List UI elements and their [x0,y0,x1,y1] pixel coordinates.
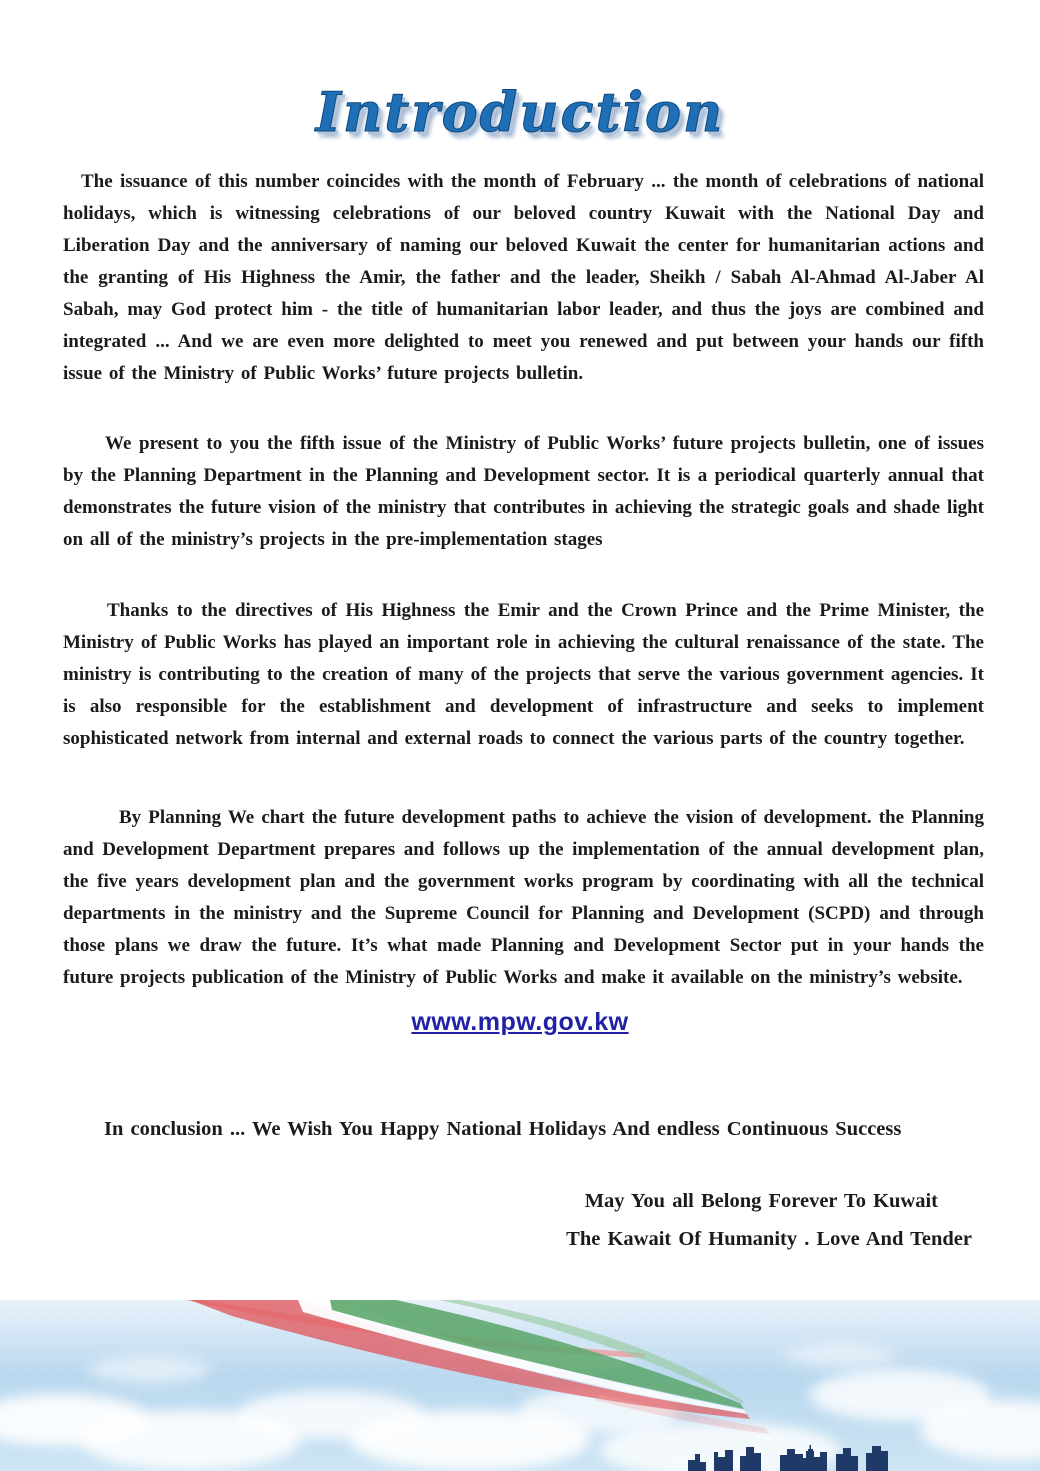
intro-paragraph-4: By Planning We chart the future development paths to achieve the vision of development. the Planning and Development Department prepares and follows up the implementation of the annual development plan, the five years development plan and the government works program by coordinating with all the technical departments in the ministry and the Supreme Council for Planning and Development (SCPD) and through those plans we draw the future. It’s what made Planning and Development Sector put in your hands the future projects publication of the Ministry of Public Works and make it available on the ministry’s website. [63,807,984,988]
intro-paragraph-2: We present to you the fifth issue of the Ministry of Public Works’ future projects bulletin, one of issues by the Planning Department in the Planning and Development sector. It is a periodical quarterly annual that demonstrates the future vision of the ministry that contributes in achieving the strategic goals and shade light on all of the ministry’s projects in the pre-implementation stages [63,433,984,550]
intro-paragraph-1: The issuance of this number coincides with the month of February ... the month of celebrations of national holidays, which is witnessing celebrations of our beloved country Kuwait with the National Day and Liberation Day and the anniversary of naming our beloved Kuwait the center for humanitarian actions and the granting of His Highness the Amir, the father and the leader, Sheikh / Sabah Al-Ahmad Al-Jaber Al Sabah, may God protect him - the title of humanitarian labor leader, and thus the joys are combined and integrated ... And we are even more delighted to meet you renewed and put between your hands our fifth issue of the Ministry of Public Works’ future projects bulletin. [63,171,984,384]
page-title-text: Introduction [315,80,725,144]
closing-line-2: The Kawait Of Humanity . Love And Tender [566,1228,972,1250]
closing-line-1: May You all Belong Forever To Kuwait [584,1190,938,1212]
footer-artwork [0,1300,1040,1471]
website-link[interactable]: www.mpw.gov.kw [411,1008,629,1036]
page-title [0,80,1040,144]
website-link-row [0,1008,1040,1037]
intro-paragraph-3: Thanks to the directives of His Highness the Emir and the Crown Prince and the Prime Minister, the Ministry of Public Works has played an important role in achieving the cultural renaissance of the state. The ministry is contributing to the creation of many of the projects that serve the various government agencies. It is also responsible for the establishment and development of infrastructure and seeks to implement sophisticated network from internal and external roads to connect the various parts of the country together. [63,600,984,749]
conclusion-line: In conclusion ... We Wish You Happy National Holidays And endless Continuous Success [104,1118,902,1140]
